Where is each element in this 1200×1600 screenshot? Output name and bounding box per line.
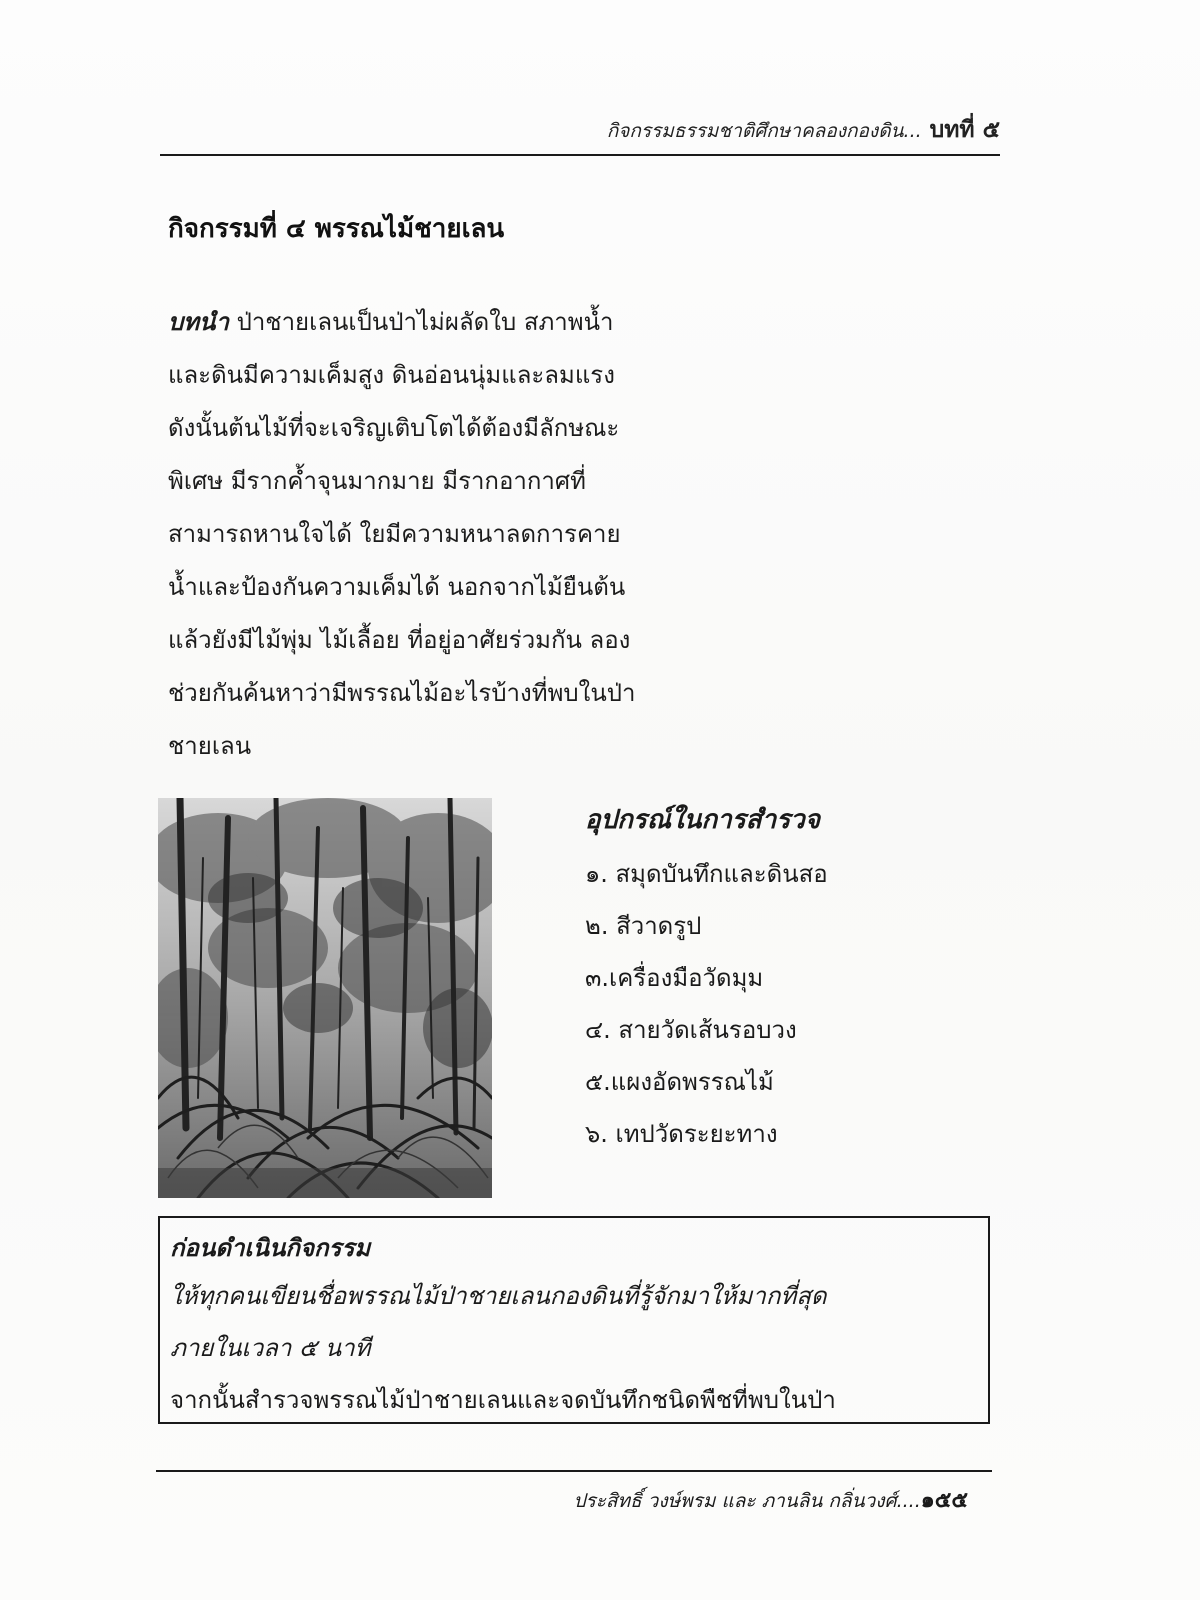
intro-paragraph <box>168 296 708 773</box>
mangrove-photo-illustration <box>158 798 492 1198</box>
intro-line: พิเศษ มีรากค้ำจุนมากมาย มีรากอากาศที่ <box>168 467 586 495</box>
header-rule <box>160 154 1000 156</box>
before-activity-line: ภายในเวลา ๕ นาที <box>170 1334 371 1362</box>
intro-line: สามารถหานใจได้ ใยมีความหนาลดการคาย <box>168 520 621 548</box>
intro-line: ชายเลน <box>168 732 252 760</box>
equipment-item: ๕.แผงอัดพรรณไม้ <box>585 1068 774 1096</box>
before-activity-line: จากนั้นสำรวจพรรณไม้ป่าชายเลนและจดบันทึกชนิดพืชที่พบในป่า <box>170 1386 836 1414</box>
header-title: กิจกรรมธรรมชาติศึกษาคลองกองดิน... <box>606 120 922 142</box>
footer-rule <box>156 1470 992 1472</box>
before-activity-line: ให้ทุกคนเขียนชื่อพรรณไม้ป่าชายเลนกองดินที่รู้จักมาให้มากที่สุด <box>170 1282 827 1310</box>
intro-line: ดังนั้นต้นไม้ที่จะเจริญเติบโตได้ต้องมีลักษณะ <box>168 414 620 442</box>
intro-line: และดินมีความเค็มสูง ดินอ่อนนุ่มและลมแรง <box>168 361 615 389</box>
equipment-list <box>585 800 985 1164</box>
intro-label: บทนำ <box>168 308 229 336</box>
equipment-item: ๓.เครื่องมือวัดมุม <box>585 964 764 992</box>
footer-authors: ประสิทธิ์ วงษ์พรม และ ภานลิน กลิ่นวงศ์.... <box>573 1490 921 1512</box>
equipment-item: ๑. สมุดบันทึกและดินสอ <box>585 860 828 888</box>
intro-line: แล้วยังมีไม้พุ่ม ไม้เลื้อย ที่อยู่อาศัยร่วมกัน ลอง <box>168 626 631 654</box>
equipment-item: ๒. สีวาดรูป <box>585 912 702 940</box>
running-footer <box>156 1482 968 1517</box>
before-activity-box <box>158 1216 990 1424</box>
running-header <box>160 112 1000 156</box>
intro-line: ช่วยกันค้นหาว่ามีพรรณไม้อะไรบ้างที่พบในป่า <box>168 679 636 707</box>
equipment-item: ๖. เทปวัดระยะทาง <box>585 1120 778 1148</box>
mangrove-forest-photo <box>158 798 492 1198</box>
intro-line-text: ป่าชายเลนเป็นป่าไม่ผลัดใบ สภาพน้ำ <box>236 308 614 336</box>
header-chapter: บทที่ ๕ <box>929 117 1000 143</box>
intro-line <box>168 296 708 349</box>
page-number: ๑๕๕ <box>920 1488 968 1513</box>
intro-line: น้ำและป้องกันความเค็มได้ นอกจากไม้ยืนต้น <box>168 573 626 601</box>
equipment-title: อุปกรณ์ในการสำรวจ <box>585 805 820 835</box>
before-activity-title: ก่อนดำเนินกิจกรรม <box>170 1234 371 1262</box>
equipment-item: ๔. สายวัดเส้นรอบวง <box>585 1016 797 1044</box>
activity-title: กิจกรรมที่ ๔ พรรณไม้ชายเลน <box>168 214 505 244</box>
